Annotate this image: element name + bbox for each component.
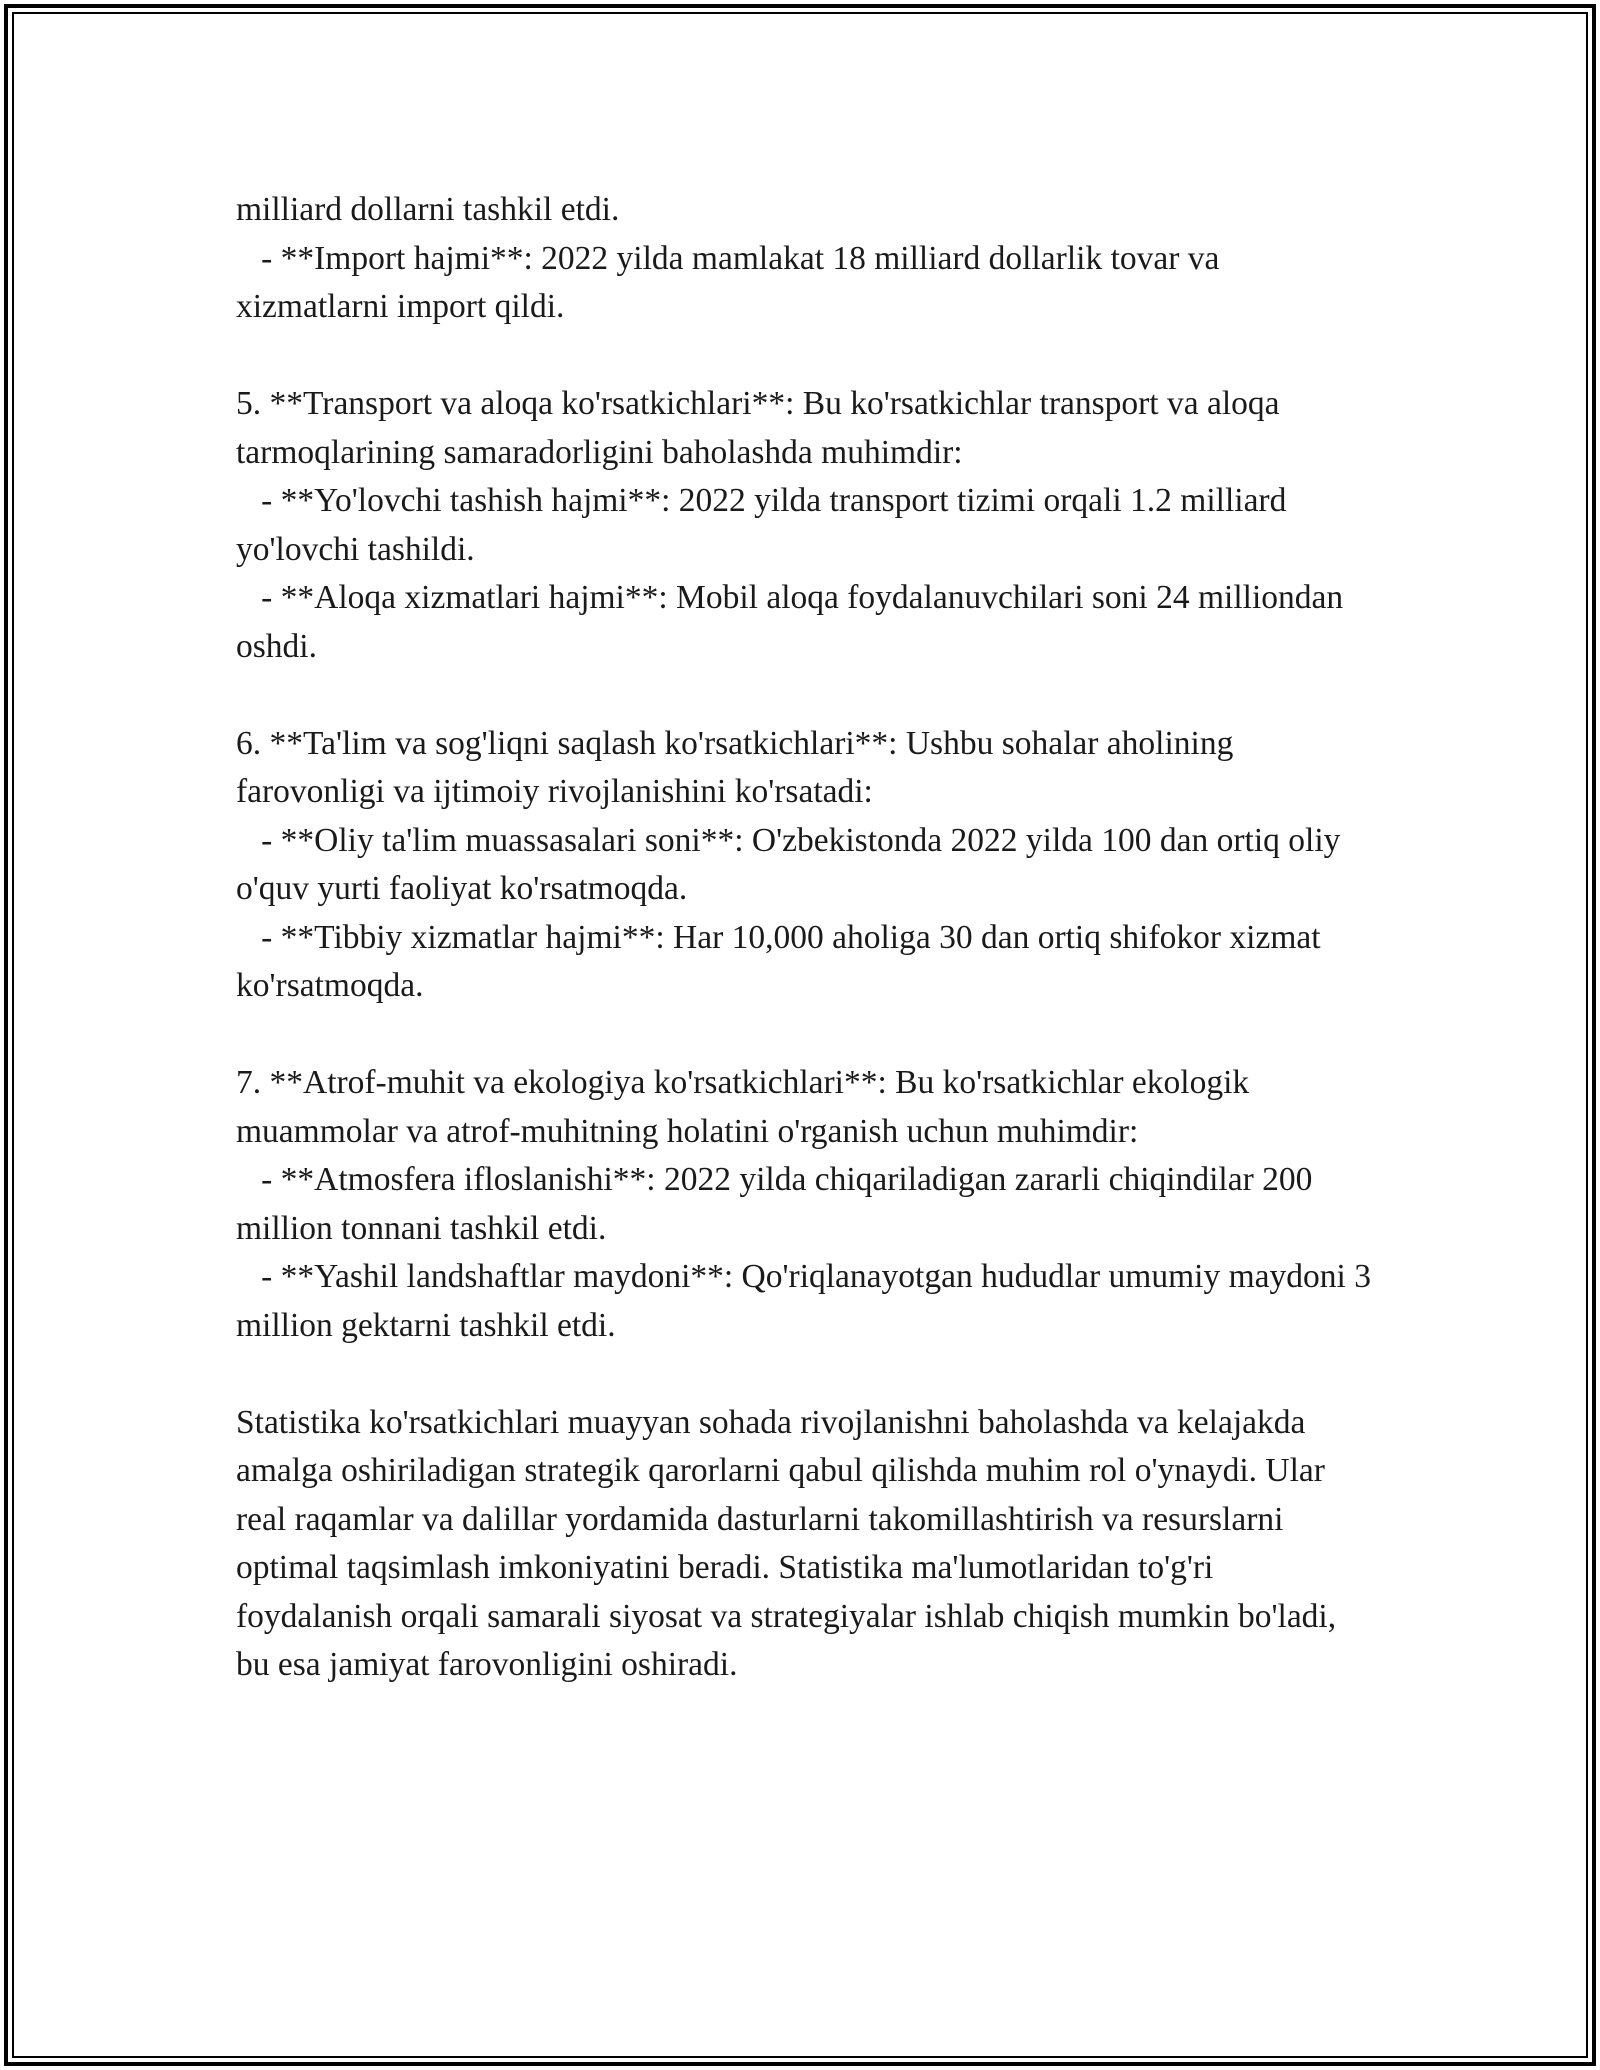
bullet-communication-volume: - **Aloqa xizmatlari hajmi**: Mobil aloqa foydalanuvchilari soni 24 milliondan oshdi.: [236, 579, 1352, 665]
document-body: [236, 186, 1380, 1690]
paragraph-conclusion: Statistika ko'rsatkichlari muayyan sohada rivojlanishni baholashda va kelajakda amalga oshiriladigan strategik qarorlarni qabul qilishda muhim rol o'ynaydi. Ular real raqamlar va dalillar yordamida dasturlarni takomillashtirish va resurslarni optimal taqsimlash imkoniyatini beradi. Statistika ma'lumotlaridan to'g'ri foydalanish orqali samarali siyosat va strategiyalar ishlab chiqish mumkin bo'ladi, bu esa jamiyat farovonligini oshiradi.: [236, 1403, 1345, 1683]
section-heading-education-health: 6. **Ta'lim va sog'liqni saqlash ko'rsatkichlari**: Ushbu sohalar aholining farovonligi va ijtimoiy rivojlanishini ko'rsatadi:: [236, 724, 1242, 810]
bullet-passenger-volume: - **Yo'lovchi tashish hajmi**: 2022 yilda transport tizimi orqali 1.2 milliard yo'lovchi tashildi.: [236, 482, 1295, 568]
bullet-green-areas: - **Yashil landshaftlar maydoni**: Qo'riqlanayotgan hududlar umumiy maydoni 3 million gektarni tashkil etdi.: [236, 1258, 1380, 1344]
section-import-continuation: [236, 186, 1376, 332]
section-transport: [236, 380, 1376, 671]
section-conclusion: [236, 1399, 1376, 1690]
section-heading-environment: 7. **Atrof-muhit va ekologiya ko'rsatkichlari**: Bu ko'rsatkichlar ekologik muammolar va atrof-muhitning holatini o'rganish uchun muhimdir:: [236, 1064, 1258, 1150]
bullet-medical-services: - **Tibbiy xizmatlar hajmi**: Har 10,000 aholiga 30 dan ortiq shifokor xizmat ko'rsatmoqda.: [236, 918, 1329, 1004]
paragraph-continuation: milliard dollarni tashkil etdi.: [236, 191, 620, 228]
bullet-higher-education: - **Oliy ta'lim muassasalari soni**: O'zbekistonda 2022 yilda 100 dan ortiq oliy o'quv yurti faoliyat ko'rsatmoqda.: [236, 821, 1349, 907]
bullet-import-volume: - **Import hajmi**: 2022 yilda mamlakat 18 milliard dollarlik tovar va xizmatlarni import qildi.: [236, 239, 1228, 325]
bullet-air-pollution: - **Atmosfera ifloslanishi**: 2022 yilda chiqariladigan zararli chiqindilar 200 million tonnani tashkil etdi.: [236, 1161, 1321, 1247]
section-heading-transport: 5. **Transport va aloqa ko'rsatkichlari**: Bu ko'rsatkichlar transport va aloqa tarmoqlarining samaradorligini baholashda muhimdir:: [236, 385, 1288, 471]
section-environment: [236, 1059, 1380, 1350]
section-education-health: [236, 720, 1376, 1011]
